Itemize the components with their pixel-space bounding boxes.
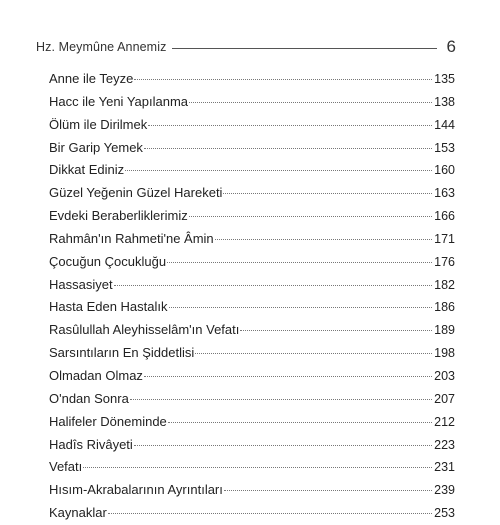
dot-leader — [125, 170, 432, 171]
dot-leader — [240, 330, 432, 331]
toc-entry-title: Anne ile Teyze — [49, 71, 134, 86]
toc-entry-title: Halifeler Döneminde — [49, 413, 167, 429]
toc-entry — [49, 251, 455, 274]
dot-leader — [144, 376, 432, 377]
toc-entry-title: Rasûlullah Aleyhisselâm'ın Vefatı — [49, 322, 240, 338]
toc-entry-title: Evdeki Beraberliklerimiz — [49, 208, 188, 224]
toc-entry-title: Kaynaklar — [49, 505, 107, 521]
toc-entry-title: O'ndan Sonra — [49, 390, 129, 406]
dot-leader — [189, 216, 432, 217]
toc-entry-page: 253 — [434, 506, 455, 521]
dot-leader — [83, 467, 432, 468]
dot-leader — [134, 445, 432, 446]
toc-entry-page: 203 — [434, 368, 455, 383]
toc-entry-title: Hasta Eden Hastalık — [49, 299, 168, 315]
dot-leader — [195, 353, 432, 354]
dot-leader — [224, 490, 432, 491]
toc-entry — [49, 205, 455, 228]
toc-entry — [49, 228, 455, 251]
toc-entry — [49, 68, 455, 91]
toc-entry — [49, 479, 455, 502]
toc-entry-page: 186 — [434, 300, 455, 315]
dot-leader — [168, 422, 432, 423]
toc-entry-page: 182 — [434, 277, 455, 292]
toc-entry-page: 135 — [434, 72, 455, 86]
toc-entry — [49, 91, 455, 114]
header-rule — [172, 48, 436, 49]
book-title: Hz. Meymûne Annemiz — [36, 40, 167, 54]
toc-entry-title: Dikkat Ediniz — [49, 162, 125, 178]
toc-entry — [49, 296, 455, 319]
toc-entry-page: 212 — [434, 414, 455, 429]
toc-entry-title: Bir Garip Yemek — [49, 139, 143, 155]
toc-entry-page: 231 — [434, 460, 455, 475]
dot-leader — [148, 125, 432, 126]
toc-entry-page: 166 — [434, 209, 455, 224]
dot-leader — [223, 193, 432, 194]
toc-entry-page: 138 — [434, 94, 455, 109]
dot-leader — [167, 262, 432, 263]
dot-leader — [130, 399, 432, 400]
dot-leader — [114, 285, 433, 286]
toc-entry-page: 207 — [434, 391, 455, 406]
table-of-contents — [49, 68, 455, 525]
toc-entry-page: 171 — [434, 231, 455, 246]
toc-entry — [49, 159, 455, 182]
toc-entry — [49, 411, 455, 434]
toc-entry — [49, 342, 455, 365]
toc-entry — [49, 274, 455, 297]
toc-entry-page: 163 — [434, 186, 455, 201]
toc-entry-page: 144 — [434, 117, 455, 132]
toc-entry — [49, 182, 455, 205]
toc-entry-page: 223 — [434, 437, 455, 452]
toc-entry-title: Sarsıntıların En Şiddetlisi — [49, 345, 195, 361]
toc-entry-title: Çocuğun Çocukluğu — [49, 253, 167, 269]
toc-entry — [49, 502, 455, 525]
dot-leader — [169, 307, 433, 308]
toc-entry — [49, 434, 455, 457]
running-header — [36, 36, 456, 58]
toc-entry-page: 160 — [434, 163, 455, 178]
dot-leader — [144, 148, 432, 149]
dot-leader — [215, 239, 432, 240]
page-number: 6 — [446, 37, 456, 56]
toc-entry — [49, 456, 455, 479]
toc-entry-title: Rahmân'ın Rahmeti'ne Âmin — [49, 230, 214, 246]
toc-entry — [49, 137, 455, 160]
toc-entry — [49, 319, 455, 342]
dot-leader — [134, 79, 432, 80]
toc-entry-page: 189 — [434, 323, 455, 338]
toc-entry-page: 176 — [434, 254, 455, 269]
toc-entry — [49, 365, 455, 388]
toc-entry-page: 198 — [434, 346, 455, 361]
toc-entry-page: 153 — [434, 140, 455, 155]
toc-entry-title: Vefatı — [49, 459, 83, 475]
dot-leader — [189, 102, 432, 103]
toc-entry-title: Olmadan Olmaz — [49, 367, 143, 383]
toc-entry-title: Hassasiyet — [49, 276, 113, 292]
toc-entry-page: 239 — [434, 483, 455, 498]
toc-entry-title: Hadîs Rivâyeti — [49, 436, 133, 452]
toc-entry — [49, 114, 455, 137]
toc-entry-title: Hacc ile Yeni Yapılanma — [49, 93, 189, 109]
toc-entry-title: Ölüm ile Dirilmek — [49, 116, 148, 132]
toc-entry — [49, 388, 455, 411]
toc-entry-title: Hısım-Akrabalarının Ayrıntıları — [49, 482, 223, 498]
toc-entry-title: Güzel Yeğenin Güzel Hareketi — [49, 185, 223, 201]
dot-leader — [108, 513, 432, 514]
